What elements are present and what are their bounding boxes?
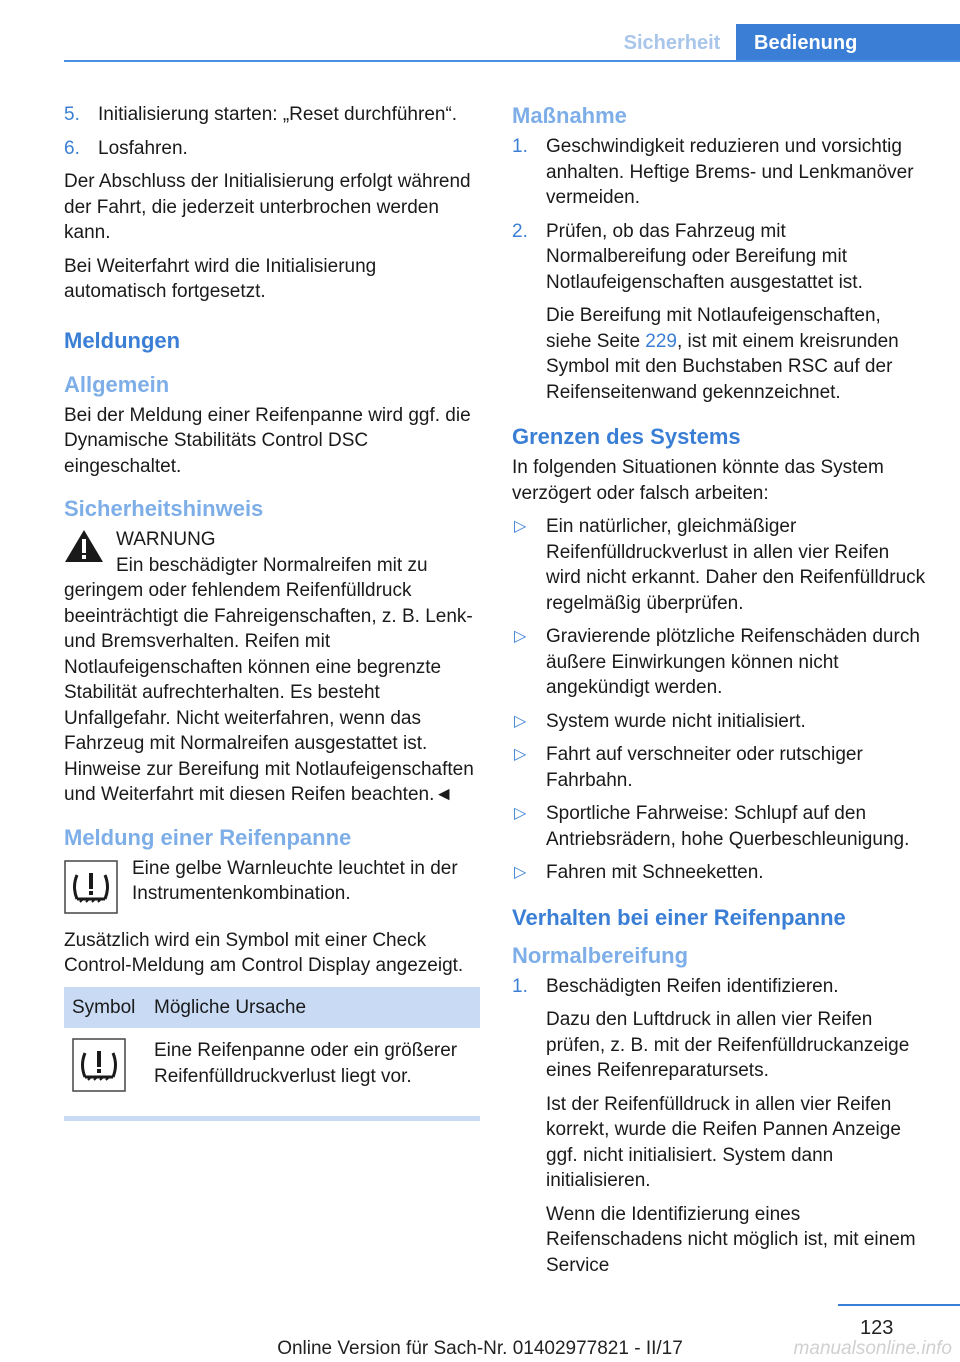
step-number: 2.: [512, 220, 528, 242]
paragraph: Bei der Meldung einer Reifenpanne wird ggf. die Dynamische Stabilitäts Control DSC eingeschaltet.: [64, 404, 471, 477]
heading-meldungen: Meldungen: [64, 327, 181, 353]
step-text: Beschädigten Reifen identifizieren.: [546, 975, 839, 997]
step-text: Initialisierung starten: „Reset durchführen“.: [98, 104, 458, 125]
bullet-text: Fahrt auf verschneiter oder rutschiger Fahrbahn.: [546, 744, 863, 791]
heading-normalbereifung: Normalbereifung: [512, 942, 689, 968]
symbol-table: [64, 987, 480, 1114]
list-item: [512, 134, 928, 211]
paragraph: Der Abschluss der Initialisierung erfolgt während der Fahrt, die jederzeit unterbrochen werden kann.: [64, 171, 471, 243]
table-cell-symbol: [64, 1028, 146, 1114]
warning-block: [64, 527, 480, 808]
heading-massnahme: Maßnahme: [512, 103, 627, 128]
warning-text: [64, 553, 480, 808]
bullet-triangle-icon: ▷: [514, 712, 527, 730]
bullet-text: Fahren mit Schneeketten.: [546, 862, 764, 883]
warning-title: WARNUNG: [116, 529, 216, 550]
heading-sicherheitshinweis: Sicherheitshinweis: [64, 496, 264, 521]
step-number: 5.: [64, 104, 80, 125]
bullet-text: Gravierende plötzliche Reifenschäden durch äußere Einwirkungen können nicht angekündigt werden.: [546, 626, 920, 698]
footer-rule: [838, 1304, 960, 1306]
tire-pressure-warning-icon: [72, 1038, 126, 1092]
warning-light-block: [64, 856, 480, 916]
paragraph: In folgenden Situationen könnte das System verzögert oder falsch arbeiten:: [512, 457, 884, 504]
text-fragment: , ist mit einem kreisrunden Symbol mit den Buchstaben RSC auf der Reifenseitenwand gekennzeichnet.: [546, 330, 899, 403]
list-item: [512, 514, 928, 616]
paragraph: Ist der Reifenfülldruck in allen vier Reifen korrekt, wurde die Reifen Pannen Anzeige ggf. nicht initialisiert. System dann initialisieren.: [546, 1093, 901, 1191]
footer-version-text: Online Version für Sach-Nr. 01402977821 - II/17: [277, 1338, 683, 1359]
list-item: [512, 709, 928, 735]
bullet-text: Ein natürlicher, gleichmäßiger Reifenfülldruckverlust in allen vier Reifen wird nicht erkannt. Daher den Reifenfülldruck regelmäßig überprüfen.: [546, 516, 926, 614]
paragraph: [512, 303, 928, 405]
right-column: [512, 102, 928, 1286]
paragraph: Zusätzlich wird ein Symbol mit einer Check Control-Meldung am Control Display angezeigt.: [64, 929, 464, 976]
step-number: 6.: [64, 137, 80, 159]
step-text: Geschwindigkeit reduzieren und vorsichtig anhalten. Heftige Brems- und Lenkmanöver vermeiden.: [546, 136, 914, 208]
paragraph: Eine gelbe Warnleuchte leuchtet in der Instrumentenkombination.: [132, 857, 458, 904]
warning-body: Ein beschädigter Normalreifen mit zu geringem oder fehlendem Reifenfülldruck beeinträchtigt die Fahreigenschaften, z. B. Lenk- und Bremsverhalten. Reifen mit Notlaufeigenschaften können eine begrenzte Stabilität aufrechterhalten. Es besteht Unfallgefahr. Nicht weiterfahren, wenn das Fahrzeug mit Normalreifen ausgestattet ist. Hinweise zur Bereifung mit Notlaufeigenschaften und Weiterfahrt mit diesen Reifen beachten.◄: [64, 554, 474, 805]
warning-triangle-icon: [64, 529, 104, 563]
bullet-triangle-icon: ▷: [514, 628, 527, 645]
left-column: [64, 102, 480, 1121]
bullet-triangle-icon: ▷: [514, 746, 527, 763]
tire-pressure-warning-icon: [64, 860, 118, 914]
bullet-triangle-icon: ▷: [514, 805, 527, 822]
tab-sicherheit[interactable]: Sicherheit: [623, 32, 721, 54]
table-bottom-rule: [64, 1116, 480, 1121]
list-item: [512, 219, 928, 296]
heading-grenzen: Grenzen des Systems: [512, 424, 741, 449]
text-fragment: Die Bereifung mit Notlaufeigenschaften, siehe Seite: [546, 305, 881, 352]
page-number: 123: [860, 1317, 894, 1339]
header-rule: [64, 60, 960, 62]
table-cell-cause: Eine Reifenpanne oder ein größerer Reifenfülldruckverlust liegt vor.: [154, 1040, 458, 1087]
list-item: [512, 742, 928, 793]
paragraph: Bei Weiterfahrt wird die Initialisierung automatisch fortgesetzt.: [64, 255, 377, 302]
watermark: manualsonline.info: [793, 1338, 952, 1359]
table-row: [64, 1028, 480, 1114]
bullet-triangle-icon: ▷: [514, 864, 527, 881]
page-link[interactable]: 229: [645, 330, 677, 352]
tab-bedienung[interactable]: Bedienung: [736, 24, 960, 62]
step-number: 1.: [512, 136, 528, 157]
list-item: [512, 801, 928, 852]
table-header-symbol: Symbol: [64, 987, 146, 1029]
step-text: Prüfen, ob das Fahrzeug mit Normalbereifung oder Bereifung mit Notlaufeigenschaften ausgestattet ist.: [546, 220, 863, 293]
paragraph: Wenn die Identifizierung eines Reifenschadens nicht möglich ist, mit einem Service: [546, 1203, 916, 1276]
bullet-text: System wurde nicht initialisiert.: [546, 710, 806, 732]
step-number: 1.: [512, 975, 528, 997]
paragraph: Dazu den Luftdruck in allen vier Reifen prüfen, z. B. mit der Reifenfülldruckanzeige eines Reifenreparatursets.: [546, 1009, 910, 1081]
step-text: Losfahren.: [98, 137, 188, 159]
heading-meldung-reifenpanne: Meldung einer Reifenpanne: [64, 824, 352, 850]
list-item: [512, 974, 928, 1000]
table-header-cause: Mögliche Ursache: [146, 987, 480, 1029]
list-item: [64, 102, 480, 128]
bullet-triangle-icon: ▷: [514, 518, 527, 535]
bullet-text: Sportliche Fahrweise: Schlupf auf den Antriebsrädern, hohe Querbeschleunigung.: [546, 803, 910, 850]
list-item: [64, 136, 480, 162]
list-item: [512, 860, 928, 886]
heading-verhalten: Verhalten bei einer Reifenpanne: [512, 904, 846, 930]
heading-allgemein: Allgemein: [64, 371, 170, 397]
list-item: [512, 624, 928, 701]
